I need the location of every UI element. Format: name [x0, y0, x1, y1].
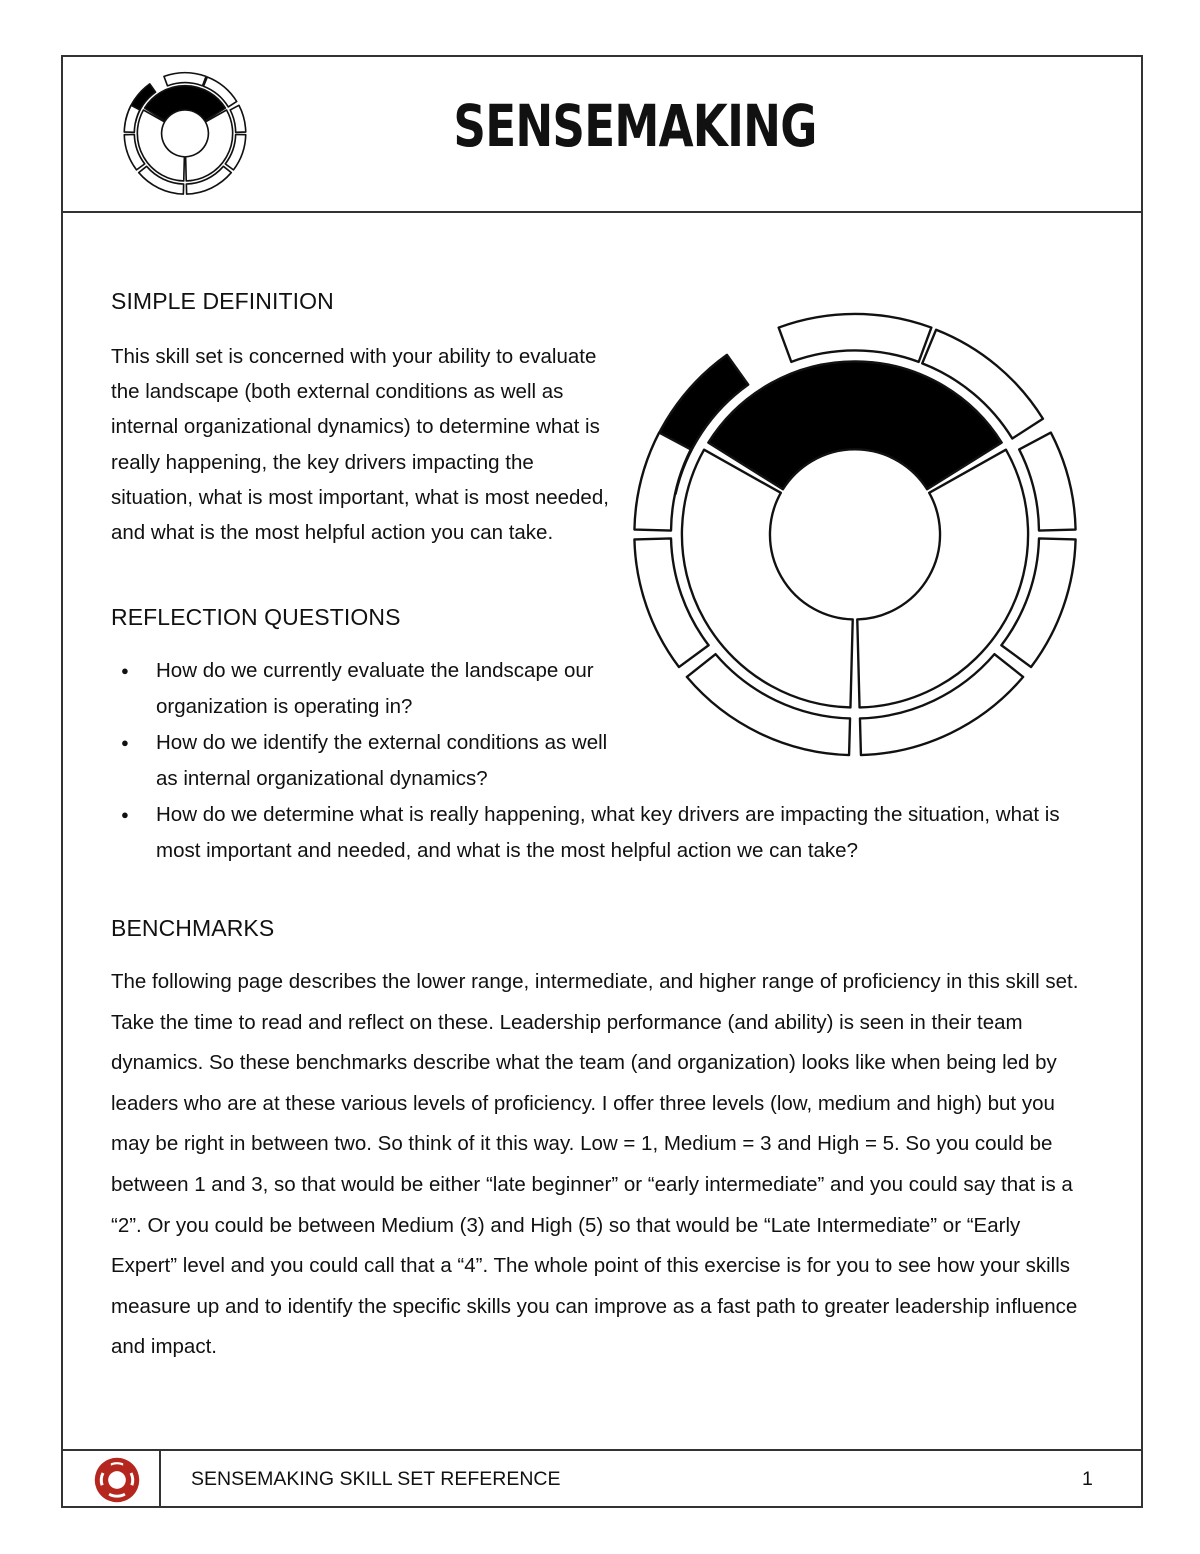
header-divider	[61, 211, 1143, 213]
skill-wheel-icon	[116, 68, 254, 196]
reflection-question: ● How do we identify the external conditions as well as internal organizational dynamics?	[111, 725, 626, 797]
definition-heading: SIMPLE DEFINITION	[111, 288, 334, 314]
footer-divider	[61, 1449, 1143, 1451]
outer-segment-2	[779, 314, 932, 362]
skill-wheel-icon	[94, 1457, 140, 1503]
footer-label: SENSEMAKING SKILL SET REFERENCE	[191, 1468, 561, 1490]
reflection-heading: REFLECTION QUESTIONS	[111, 604, 401, 630]
definition-text: This skill set is concerned with your ability to evaluate the landscape (both external conditions as well as internal organizational dynamics) to determine what is really happening, the key drivers impacting the situation, what is most important, what is most needed, and what is the most helpful action you can take.	[111, 345, 609, 545]
benchmarks-heading: BENCHMARKS	[111, 915, 275, 941]
reflection-question-list	[111, 653, 1071, 869]
reflection-question: ● How do we currently evaluate the landscape our organization is operating in?	[111, 653, 626, 725]
reflection-question: ● How do we determine what is really happening, what key drivers are impacting the situation, what is most important and needed, and what is the most helpful action we can take?	[111, 797, 1076, 869]
footer-logo-divider	[159, 1451, 161, 1508]
page-number: 1	[1082, 1468, 1093, 1490]
page-title: SENSEMAKING	[453, 92, 817, 160]
benchmarks-text: The following page describes the lower range, intermediate, and higher range of proficiency in this skill set. Take the time to read and reflect on these. Leadership performance (and ability) is seen in their team dynamics. So these benchmarks describe what the team (and organization) looks like when being led by leaders who are at these various levels of proficiency. I offer three levels (low, medium and high) but you may be right in between two. So think of it this way. Low = 1, Medium = 3 and High = 5. So you could be between 1 and 3, so that would be either “late beginner” or “early intermediate” and you could say that is a “2”. Or you could be between Medium (3) and High (5) so that would be “Late Intermediate” or “Early Expert” level and you could call that a “4”. The whole point of this exercise is for you to see how your skills measure up and to identify the specific skills you can improve as a fast path to greater leadership influence and impact.	[111, 970, 1079, 1359]
